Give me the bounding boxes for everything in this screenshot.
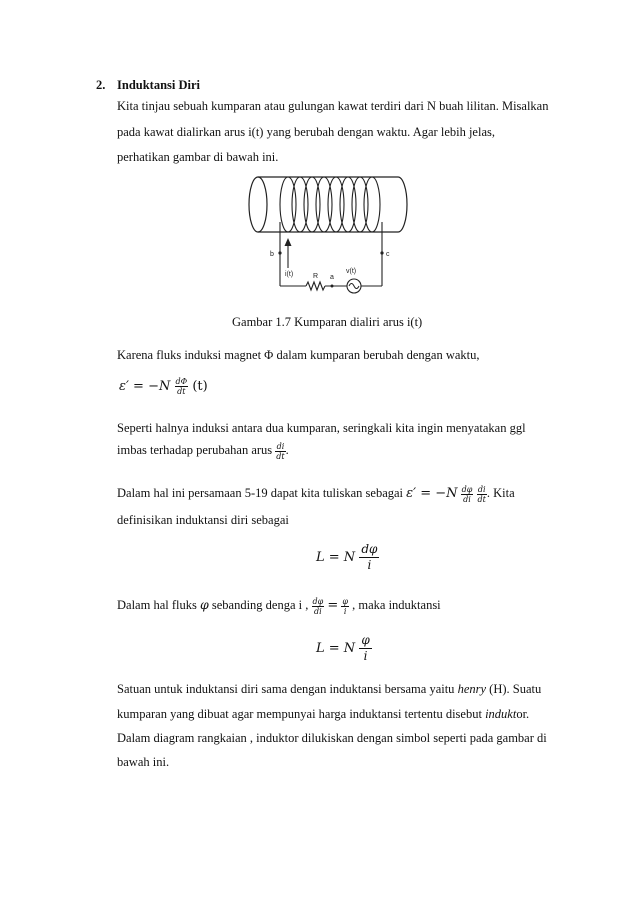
coil-circuit-figure: [244, 170, 410, 302]
node-a-dot: [331, 285, 334, 288]
seb-equals: =: [327, 598, 339, 613]
para-ggl-line-2: [117, 440, 289, 461]
eq1-fraction: $\frac{d\Phi}{dt}$: [175, 377, 188, 396]
seb-fraction-1: $\frac{d\varphi}{di}$: [312, 596, 324, 616]
sat-text-b: (H). Suatu: [489, 682, 542, 696]
label-current: i(t): [285, 271, 294, 278]
para-sebanding: [117, 595, 441, 616]
para-satuan-line-2: [117, 707, 529, 722]
p519-eq-lhs: ε′ = −N: [406, 486, 458, 501]
para-satuan-line-3: Dalam diagram rangkaian , induktor dilukiskan dengan simbol seperti pada gambar di: [117, 731, 547, 745]
seb-fraction-2: $\frac{\varphi}{i}$: [342, 596, 348, 616]
p519-text: Dalam hal ini persamaan 5-19 dapat kita tuliskan sebagai: [117, 486, 404, 500]
cylinder-left-end: [249, 177, 267, 232]
seb-mid: sebanding denga i ,: [211, 598, 309, 612]
para-519-line-2: definisikan induktansi diri sebagai: [117, 513, 289, 527]
sat-text-c: kumparan yang dibuat agar mempunyai harga induktansi tertentu disebut: [117, 707, 482, 721]
p519-fraction-1: $\frac{d\varphi}{di}$: [461, 484, 473, 504]
para-519-line-1: [117, 483, 515, 504]
sat-text-a: Satuan untuk induktansi diri sama dengan induktansi bersama yaitu: [117, 682, 455, 696]
figure-caption: Gambar 1.7 Kumparan dialiri arus i(t): [232, 315, 423, 329]
label-a: a: [330, 274, 334, 281]
seb-end: , maka induktansi: [352, 598, 441, 612]
sat-induktor: indukt: [485, 707, 517, 721]
seb-phi: φ: [199, 597, 209, 612]
label-R: R: [313, 273, 319, 280]
intro-line-1: Kita tinjau sebuah kumparan atau gulungan kawat terdiri dari N buah lilitan. Misalkan: [117, 99, 549, 113]
ac-wave-icon: [349, 284, 359, 289]
eq2-lhs: L = N: [316, 550, 356, 565]
coil-circuit-diagram: [244, 170, 410, 302]
label-voltage: v(t): [346, 268, 357, 275]
eq2-fraction: $\frac{d\varphi}{i}$: [361, 542, 378, 572]
equation-inductance-2: [316, 633, 372, 664]
para-satuan-line-1: [117, 682, 541, 697]
para-flux: Karena fluks induksi magnet Φ dalam kumparan berubah dengan waktu,: [117, 348, 480, 362]
para-ggl-line-1: Seperti halnya induksi antara dua kumparan, seringkali kita ingin menyatakan ggl: [117, 421, 526, 435]
ggl-fraction: $\frac{di}{dt}$: [276, 441, 285, 461]
section-title: Induktansi Diri: [117, 78, 201, 92]
p519-end: . Kita: [486, 486, 515, 500]
cylinder-right-end: [398, 177, 407, 232]
ggl-text: imbas terhadap perubahan arus: [117, 443, 273, 457]
coil-windings: [280, 177, 380, 232]
terminal-b-dot: [278, 251, 281, 254]
sat-henry: henry: [457, 682, 487, 696]
ggl-period: .: [285, 443, 289, 457]
sat-or: or.: [516, 707, 530, 721]
equation-inductance-1: [316, 542, 379, 573]
intro-line-2: pada kawat dialirkan arus i(t) yang berubah dengan waktu. Agar lebih jelas,: [117, 125, 495, 139]
equation-emf: [119, 377, 208, 397]
eq1-rhs: (t): [192, 379, 208, 394]
intro-line-3: perhatikan gambar di bawah ini.: [117, 150, 279, 164]
seb-start: Dalam hal fluks: [117, 598, 197, 612]
label-c: c: [386, 251, 390, 258]
resistor-symbol: [306, 282, 325, 290]
section-number: 2.: [96, 78, 106, 92]
terminal-c-dot: [380, 251, 383, 254]
p519-fraction-2: $\frac{di}{dt}$: [477, 484, 486, 504]
current-arrow-head: [285, 238, 292, 246]
eq3-lhs: L = N: [316, 641, 356, 656]
eq3-fraction: $\frac{\varphi}{i}$: [361, 633, 370, 663]
para-satuan-line-4: bawah ini.: [117, 755, 170, 769]
eq1-lhs: ε′ = −N: [119, 379, 171, 394]
label-b: b: [270, 251, 274, 258]
